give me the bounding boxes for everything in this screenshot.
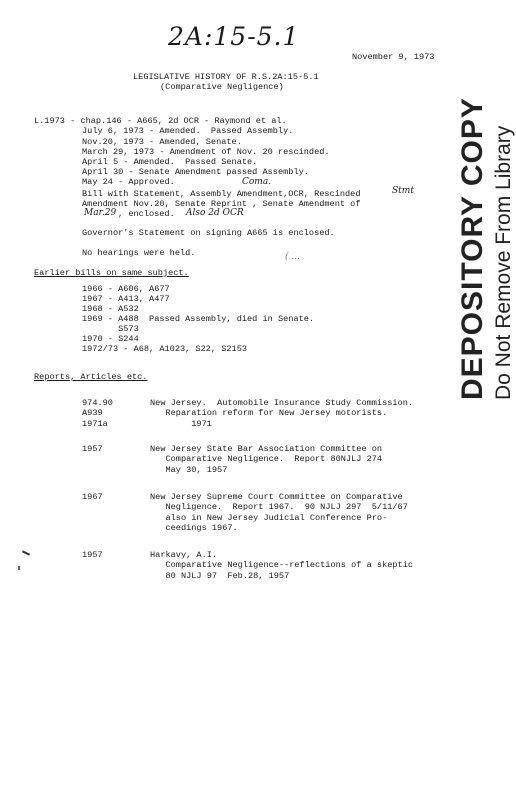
handwritten-also: Also 2d OCR: [186, 208, 244, 218]
bill-statement-line: Amendment Nov.20, Senate Reprint , Senate Amendment of: [82, 199, 361, 209]
margin-mark: [18, 566, 20, 570]
earlier-bill-item: S573: [82, 324, 139, 334]
report-text: New Jersey Supreme Court Committee on Comparative Negligence. Report 1967. 90 NJLJ 297 5/11/67 also in New Jersey Judicial Conference Pro- ceedings 1967.: [150, 492, 408, 533]
handwritten-title: 2A:15-5.1: [168, 22, 300, 51]
handwritten-coma: Coma.: [242, 177, 272, 187]
stamp-line-1: DEPOSITORY COPY: [456, 97, 489, 400]
report-text: New Jersey State Bar Association Committee on Comparative Negligence. Report 80NJLJ 274 May 30, 1957: [150, 444, 383, 475]
earlier-bills-heading: Earlier bills on same subject.: [34, 268, 189, 278]
governor-statement: Governor's Statement on signing A665 is enclosed.: [82, 228, 335, 238]
earlier-bill-item: 1972/73 - A68, A1023, S22, S2153: [82, 344, 248, 354]
report-code: 974.90 A939 1971a: [82, 398, 113, 429]
report-text: New Jersey. Automobile Insurance Study Commission. Reparation reform for New Jersey motorists. 1971: [150, 398, 414, 429]
earlier-bill-item: 1966 - A606, A677: [82, 284, 170, 294]
report-code: 1957: [82, 550, 103, 560]
history-line: July 6, 1973 - Amended. Passed Assembly.: [82, 126, 294, 136]
document-date: November 9, 1973: [352, 52, 435, 62]
depository-stamp: [455, 97, 516, 400]
history-line: May 24 - Approved.: [82, 177, 175, 187]
earlier-bill-item: 1967 - A413, A477: [82, 294, 170, 304]
document-title: LEGISLATIVE HISTORY OF R.S.2A:15-5.1: [133, 72, 319, 82]
history-line: April 30 - Senate Amendment passed Assembly.: [82, 167, 309, 177]
earlier-bill-item: 1968 - A532: [82, 304, 139, 314]
report-code: 1957: [82, 444, 103, 454]
report-text: Harkavy, A.I. Comparative Negligence--reflections of a skeptic 80 NJLJ 97 Feb.28, 1957: [150, 550, 414, 581]
document-subtitle: (Comparative Negligence): [160, 82, 284, 92]
earlier-bill-item: 1970 - S244: [82, 334, 139, 344]
hearings-note: No hearings were held.: [82, 248, 196, 258]
handwritten-scribble: ( ...: [285, 252, 300, 262]
bill-statement-line: Bill with Statement, Assembly Amendment,OCR, Rescinded: [82, 189, 361, 199]
handwritten-mar: Mar.29: [84, 208, 117, 218]
margin-mark: [22, 550, 30, 555]
reports-heading: Reports, Articles etc.: [34, 372, 148, 382]
history-line: March 29, 1973 - Amendment of Nov. 20 rescinded.: [82, 147, 330, 157]
report-code: 1967: [82, 492, 103, 502]
bill-statement-line: , enclosed.: [118, 209, 175, 219]
history-line: Nov.20, 1973 - Amended, Senate.: [82, 137, 242, 147]
stamp-line-2: Do Not Remove From Library: [492, 125, 515, 400]
history-line: L.1973 - chap.146 - A665, 2d OCR - Raymond et al.: [34, 116, 287, 126]
earlier-bill-item: 1969 - A488 Passed Assembly, died in Senate.: [82, 314, 315, 324]
history-line: April 5 - Amended. Passed Senate.: [82, 157, 258, 167]
handwritten-stmt: Stmt: [392, 186, 414, 196]
